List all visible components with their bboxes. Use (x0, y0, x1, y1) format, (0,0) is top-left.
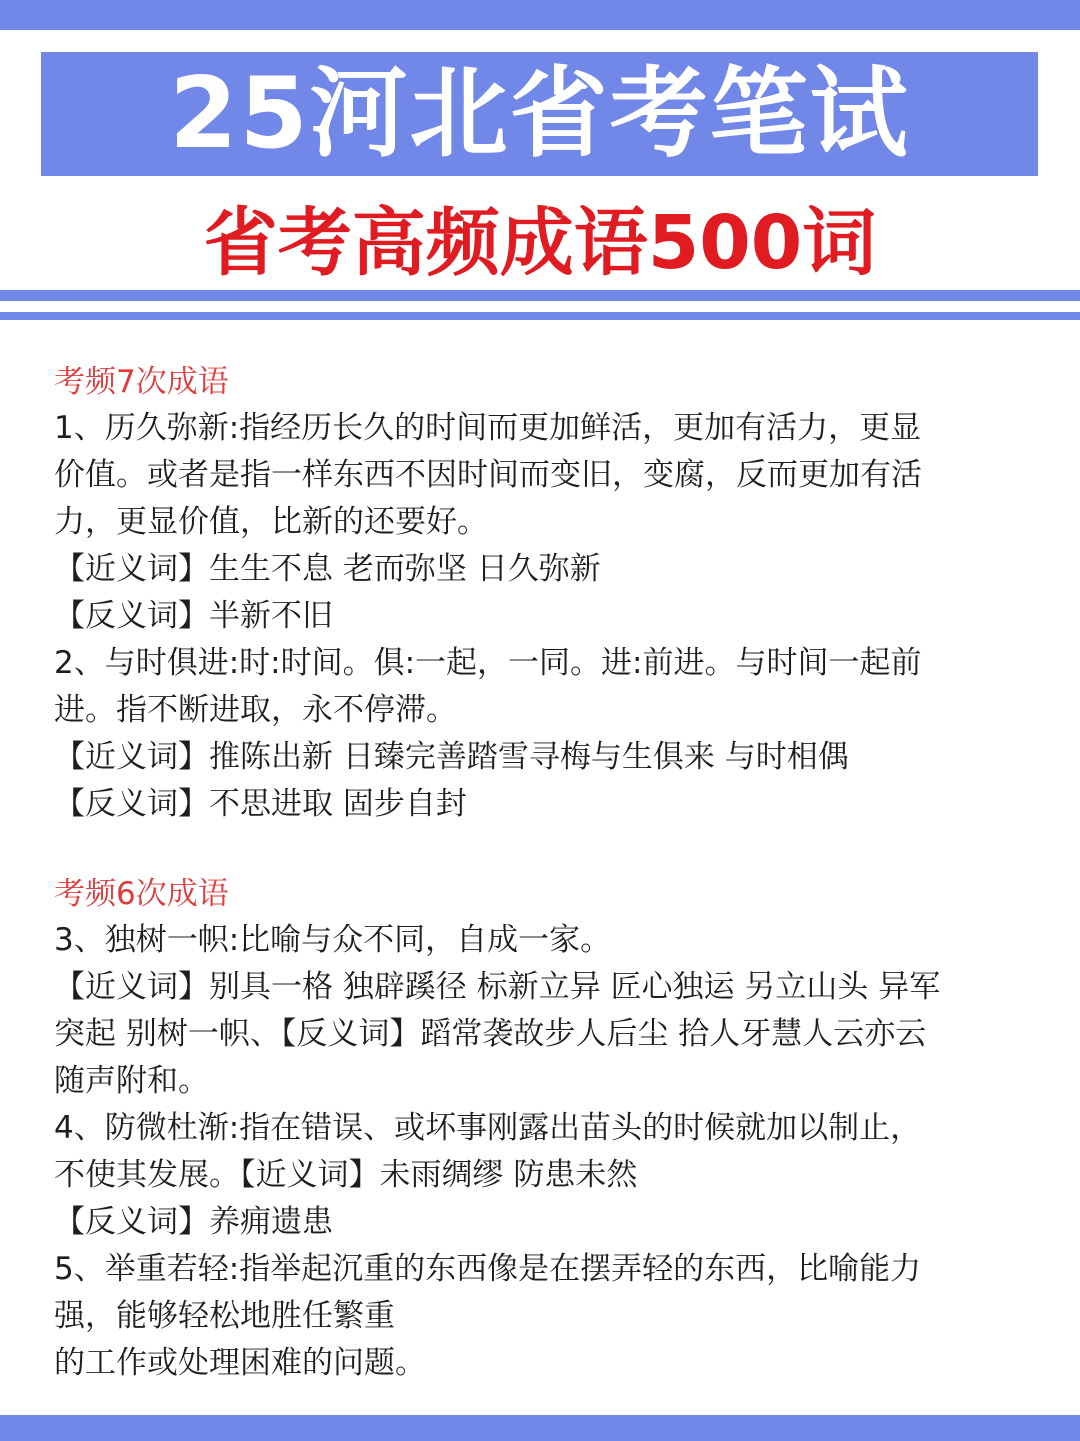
section-frequency-6 (54, 872, 1029, 1387)
text-line: 2、与时俱进:时:时间。俱:一起，一同。进:前进。与时间一起前 (54, 645, 922, 681)
text-line: 的工作或处理困难的问题。 (54, 1345, 426, 1381)
synonym-line: 【近义词】别具一格 独辟蹊径 标新立异 匠心独运 另立山头 异军 (54, 969, 941, 1005)
synonym-line: 【近义词】推陈出新 日臻完善踏雪寻梅与生俱来 与时相偶 (54, 739, 849, 775)
antonym-line: 【反义词】不思进取 固步自封 (54, 786, 467, 822)
antonym-line: 【反义词】养痈遗患 (54, 1204, 333, 1240)
text-line: 5、举重若轻:指举起沉重的东西像是在摆弄轻的东西，比喻能力 (54, 1251, 922, 1287)
page-subtitle: 省考高频成语500词 (203, 200, 877, 286)
synonym-line: 【近义词】生生不息 老而弥坚 日久弥新 (54, 551, 601, 587)
top-banner-bar (0, 0, 1080, 30)
text-line: 价值。或者是指一样东西不因时间而变旧，变腐，反而更加有活 (54, 457, 922, 493)
text-line: 3、独树一帜:比喻与众不同，自成一家。 (54, 922, 612, 958)
divider-stripe-thick (0, 290, 1080, 301)
text-line: 4、防微杜渐:指在错误、或坏事刚露出苗头的时候就加以制止， (54, 1110, 922, 1146)
text-line: 1、历久弥新:指经历长久的时间而更加鲜活，更加有活力，更显 (54, 410, 922, 446)
page-title: 25河北省考笔试 (169, 57, 910, 171)
text-line: 随声附和。 (54, 1063, 209, 1099)
section-frequency-7 (54, 360, 1029, 828)
text-line: 力，更显价值，比新的还要好。 (54, 504, 488, 540)
divider-stripe-thin (0, 312, 1080, 320)
antonym-line: 【反义词】半新不旧 (54, 598, 333, 634)
bottom-banner-bar (0, 1415, 1080, 1441)
idiom-list (54, 360, 1029, 1387)
text-line: 进。指不断进取，永不停滞。 (54, 692, 457, 728)
text-line: 突起 别树一帜、【反义词】蹈常袭故步人后尘 拾人牙慧人云亦云 (54, 1016, 927, 1052)
text-line: 强，能够轻松地胜任繁重 (54, 1298, 395, 1334)
section-heading: 考频6次成语 (54, 876, 229, 912)
title-banner (41, 52, 1038, 176)
text-line: 不使其发展。【近义词】未雨绸缪 防患未然 (54, 1157, 638, 1193)
section-heading: 考频7次成语 (54, 364, 229, 400)
